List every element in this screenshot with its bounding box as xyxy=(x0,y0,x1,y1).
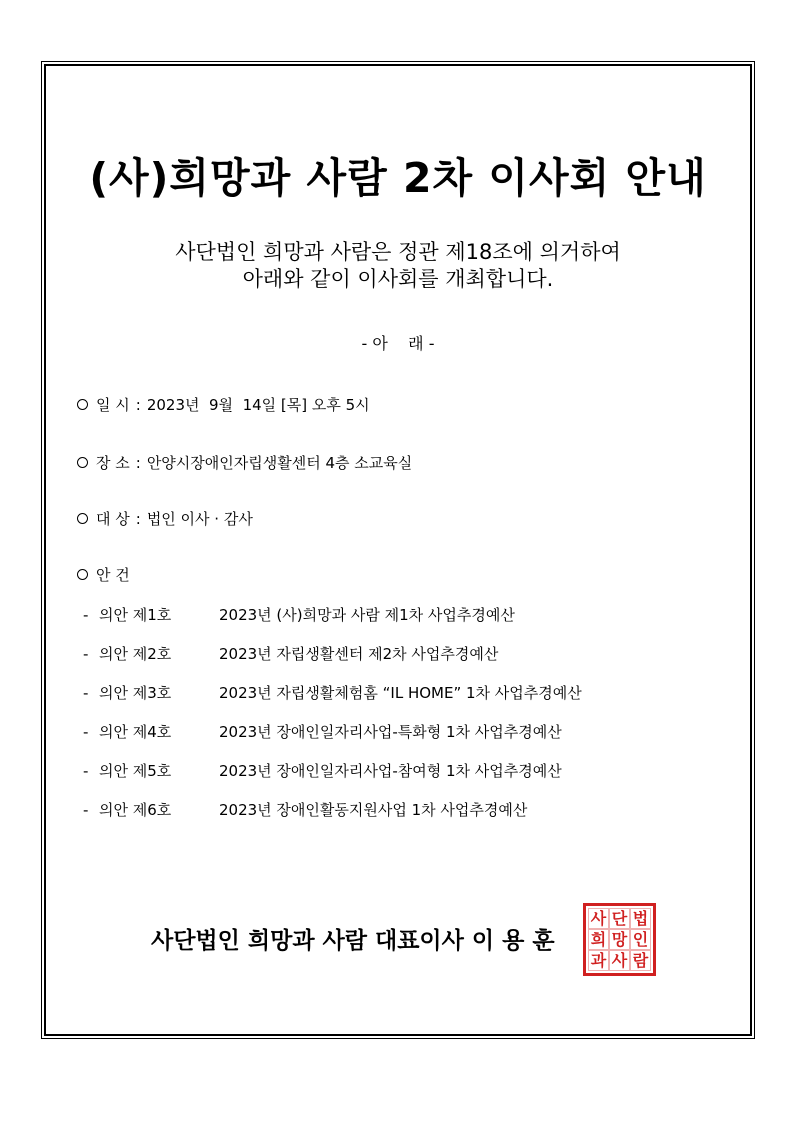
circle-bullet-icon xyxy=(77,399,88,410)
colon: : xyxy=(135,509,141,528)
intro-line-1: 사단법인 희망과 사람은 정관 제18조에 의거하여 xyxy=(175,240,621,264)
document-title: (사)희망과 사람 2차 이사회 안내 xyxy=(89,154,707,202)
intro-line-2: 아래와 같이 이사회를 개최합니다. xyxy=(242,267,554,291)
circle-bullet-icon xyxy=(77,457,88,468)
detail-agenda xyxy=(77,564,136,585)
colon: : xyxy=(135,453,141,472)
detail-place xyxy=(77,452,412,473)
detail-label: 일 시 xyxy=(96,396,130,414)
detail-label: 안 건 xyxy=(96,566,130,584)
circle-bullet-icon xyxy=(77,569,88,580)
below-heading: - 아 래 - xyxy=(361,334,435,353)
agenda-item: - 의안 제6호 2023년 장애인활동지원사업 1차 사업추경예산 xyxy=(83,800,528,819)
official-seal-stamp: 사 단 법 희 망 인 과 사 람 xyxy=(583,903,656,976)
detail-label: 장 소 xyxy=(96,454,130,472)
colon: : xyxy=(135,395,141,414)
detail-target xyxy=(77,508,253,529)
circle-bullet-icon xyxy=(77,513,88,524)
agenda-item: - 의안 제4호 2023년 장애인일자리사업-특화형 1차 사업추경예산 xyxy=(83,722,562,741)
detail-label: 대 상 xyxy=(96,510,130,528)
detail-value: 2023년 9월 14일 [목] 오후 5시 xyxy=(146,396,370,414)
document-border-inner xyxy=(44,64,752,1036)
signature-line: 사단법인 희망과 사람 대표이사 이 용 훈 xyxy=(151,928,555,954)
detail-date xyxy=(77,394,370,415)
detail-value: 법인 이사 · 감사 xyxy=(146,510,253,528)
agenda-item: - 의안 제3호 2023년 자립생활체험홈 “IL HOME” 1차 사업추경예산 xyxy=(83,683,582,702)
agenda-item: - 의안 제2호 2023년 자립생활센터 제2차 사업추경예산 xyxy=(83,644,499,663)
agenda-item: - 의안 제5호 2023년 장애인일자리사업-참여형 1차 사업추경예산 xyxy=(83,761,562,780)
detail-value: 안양시장애인자립생활센터 4층 소교육실 xyxy=(146,454,413,472)
agenda-item: - 의안 제1호 2023년 (사)희망과 사람 제1차 사업추경예산 xyxy=(83,605,515,624)
